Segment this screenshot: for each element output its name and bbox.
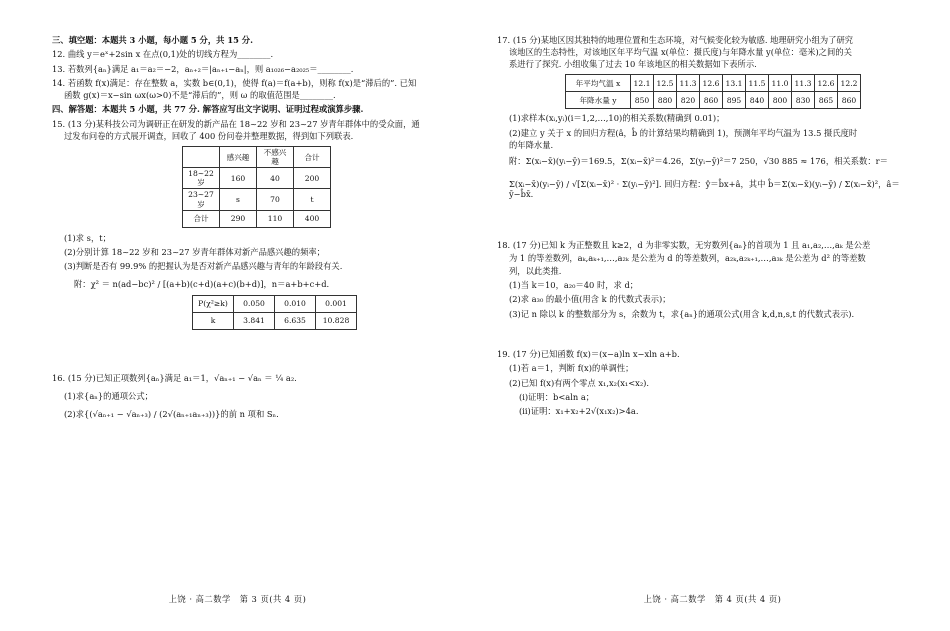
table-cell: 12.6 <box>700 75 723 92</box>
question-18-part1: (1)当 k＝10，a₂₀＝40 时，求 d； <box>509 280 639 290</box>
table-cell: 200 <box>294 168 331 189</box>
table-cell: 不感兴趣 <box>257 146 294 167</box>
table-cell: 12.5 <box>654 75 677 92</box>
table-cell: P(χ²≥k) <box>193 295 234 312</box>
table-cell: 880 <box>654 92 677 109</box>
table-row <box>183 168 331 189</box>
question-17-note-line2: Σ(xᵢ−x̄)(yᵢ−ȳ) / √[Σ(xᵢ−x̄)² · Σ(yᵢ−ȳ)²]. 回归方程：ŷ＝b̂x+â，其中 b̂＝Σ(xᵢ−x̄)(yᵢ−ȳ) / Σ(xᵢ−x̄)²，â＝ȳ−b̂x̄. <box>509 179 900 200</box>
question-18-part2: (2)求 a₃₀ 的最小值(用含 k 的代数式表示)； <box>509 294 671 305</box>
question-17-part2-line2: 的年降水量. <box>509 139 554 150</box>
table-cell: 850 <box>631 92 654 109</box>
table-cell: 860 <box>838 92 861 109</box>
question-16-part1: (1)求{aₙ}的通项公式； <box>64 390 153 401</box>
question-19-sub1: (i)证明：b<aln a； <box>519 392 595 403</box>
table-cell: 11.5 <box>746 75 769 92</box>
page-footer: 上饶 · 高二数学 第 4 页(共 4 页) <box>643 594 782 604</box>
table-cell: 895 <box>723 92 746 109</box>
table-cell: 11.0 <box>769 75 792 92</box>
question-15-part3: (3)判断是否有 99.9% 的把握认为是否对新产品感兴趣与青年的年龄段有关. <box>64 261 343 272</box>
temperature-rainfall-table <box>565 74 861 109</box>
question-14-line1: 14. 若函数 f(x)满足：存在整数 a，实数 b∈(0,1)，使得 f(a)＝f(a+b)，则称 f(x)是“滞后的”. 已知 <box>52 78 417 89</box>
table-cell: 12.1 <box>631 75 654 92</box>
table-cell: 10.828 <box>316 312 357 329</box>
table-cell: 12.2 <box>838 75 861 92</box>
critical-value-table <box>192 295 357 330</box>
table-cell: 0.001 <box>316 295 357 312</box>
table-cell: 0.010 <box>275 295 316 312</box>
question-15-line1: 15. (13 分)某科技公司为调研正在研发的新产品在 18~22 岁和 23~27 岁青年群体中的受众面，通 <box>52 118 420 129</box>
question-19-sub2: (ii)证明：x₁+x₂+2√(x₁x₂)>4a. <box>519 406 639 417</box>
table-cell: t <box>294 189 331 210</box>
table-cell: 865 <box>815 92 838 109</box>
table-cell: 290 <box>220 210 257 227</box>
table-cell: 110 <box>257 210 294 227</box>
table-row <box>183 210 331 227</box>
question-17-line2: 该地区的生态特性，对该地区年平均气温 x(单位：摄氏度)与年降水量 y(单位：毫米)之间的关 <box>509 46 852 57</box>
table-cell: 11.3 <box>677 75 700 92</box>
question-13: 13. 若数列{aₙ}满足 a₁＝a₂＝−2，aₙ₊₂＝|aₙ₊₁−aₙ|，则 a₁₀₂₆−a₂₀₂₅＝________. <box>52 63 354 74</box>
left-column <box>52 36 452 424</box>
table-cell: k <box>193 312 234 329</box>
table-cell: 11.3 <box>792 75 815 92</box>
question-19-line1: 19. (17 分)已知函数 f(x)＝(x−a)ln x−xln a+b. <box>497 349 680 360</box>
table-row <box>193 312 357 329</box>
table-row-y <box>566 92 861 109</box>
table-cell <box>183 146 220 167</box>
right-page <box>475 0 950 631</box>
table-cell: 160 <box>220 168 257 189</box>
table-cell: 18~22 岁 <box>183 168 220 189</box>
page-footer: 上饶 · 高二数学 第 3 页(共 4 页) <box>168 594 307 604</box>
question-15-formula: 附：χ² ＝ n(ad−bc)² / [(a+b)(c+d)(a+c)(b+d)]，n＝a+b+c+d. <box>74 279 330 290</box>
section4-header: 四、解答题：本题共 5 小题，共 77 分. 解答应写出文字说明、证明过程或演算步骤. <box>52 104 364 115</box>
table-row <box>183 189 331 210</box>
table-cell: 3.841 <box>234 312 275 329</box>
table-cell: 0.050 <box>234 295 275 312</box>
question-12: 12. 曲线 y＝eˣ+2sin x 在点(0,1)处的切线方程为________. <box>52 49 274 60</box>
table-cell: 12.6 <box>815 75 838 92</box>
table-cell: 感兴趣 <box>220 146 257 167</box>
question-19-part2: (2)已知 f(x)有两个零点 x₁,x₂(x₁<x₂). <box>509 377 650 388</box>
question-15-line2: 过发布问卷的方式展开调查，回收了 400 份问卷并整理数据，得到如下列联表. <box>64 130 354 141</box>
question-17-line3: 系进行了探究. 小组收集了过去 10 年该地区的相关数据如下表所示. <box>509 58 757 69</box>
table-cell: 800 <box>769 92 792 109</box>
question-15-part1: (1)求 s，t； <box>64 232 111 243</box>
table-cell: 年降水量 y <box>566 92 631 109</box>
question-19-part1: (1)若 a＝1，判断 f(x)的单调性； <box>509 363 634 374</box>
table-cell: 40 <box>257 168 294 189</box>
question-17-note-line1: 附：Σ(xᵢ−x̄)(yᵢ−ȳ)＝169.5，Σ(xᵢ−x̄)²＝4.26，Σ(yᵢ−ȳ)²＝7 250，√30 885 ≈ 176，相关系数：r＝ <box>509 155 888 166</box>
question-18-line3: 列，以此类推. <box>509 265 562 276</box>
section3-header: 三、填空题：本题共 3 小题，每小题 5 分，共 15 分. <box>52 35 253 45</box>
table-cell: 70 <box>257 189 294 210</box>
table-cell: 400 <box>294 210 331 227</box>
table-cell: 820 <box>677 92 700 109</box>
question-17-part2-line1: (2)建立 y 关于 x 的回归方程(â，b̂ 的计算结果均精确到 1)，预测年平均气温为 13.5 摄氏度时 <box>509 127 858 138</box>
question-17-line1: 17. (15 分)某地区因其独特的地理位置和生态环境，对气候变化较为敏感. 地理研究小组为了研究 <box>497 35 854 45</box>
table-cell: 年平均气温 x <box>566 75 631 92</box>
table-cell: 6.635 <box>275 312 316 329</box>
question-18-line2: 为 1 的等差数列，aₖ,aₖ₊₁,…,a₂ₖ 是公差为 d 的等差数列，a₂ₖ,a₂ₖ₊₁,…,a₃ₖ 是公差为 d² 的等差数 <box>509 252 866 263</box>
question-18-part3: (3)记 n 除以 k 的整数部分为 s，余数为 t，求{aₙ}的通项公式(用含 k,d,n,s,t 的代数式表示). <box>509 308 855 319</box>
question-17-part1: (1)求样本(xᵢ,yᵢ)(i＝1,2,…,10)的相关系数(精确到 0.01)； <box>509 113 725 124</box>
right-column <box>497 36 902 422</box>
table-cell: 860 <box>700 92 723 109</box>
question-16-line1: 16. (15 分)已知正项数列{aₙ}满足 a₁＝1，√aₙ₊₁ − √aₙ ＝ ¼ a₂. <box>52 372 297 383</box>
table-cell: 23~27 岁 <box>183 189 220 210</box>
table-cell: 840 <box>746 92 769 109</box>
table-cell: 13.1 <box>723 75 746 92</box>
contingency-table <box>182 146 331 228</box>
table-row-x <box>566 75 861 92</box>
table-header-row <box>183 146 331 167</box>
question-16-part2: (2)求{(√aₙ₊₁ − √aₙ₊₃) / (2√(aₙ₊₁aₙ₊₃))}的前 n 项和 Sₙ. <box>64 408 279 419</box>
table-cell: 合计 <box>183 210 220 227</box>
table-cell: 830 <box>792 92 815 109</box>
question-14-line2: 函数 g(x)＝x−sin ωx(ω>0)不是“滞后的”，则 ω 的取值范围是________. <box>64 89 336 100</box>
table-cell: s <box>220 189 257 210</box>
table-header-row <box>193 295 357 312</box>
table-cell: 合计 <box>294 146 331 167</box>
question-15-part2: (2)分别计算 18~22 岁和 23~27 岁青年群体对新产品感兴趣的频率； <box>64 246 325 257</box>
question-18-line1: 18. (17 分)已知 k 为正整数且 k≥2，d 为非零实数，无穷数列{aₙ}的首项为 1 且 a₁,a₂,…,aₖ 是公差 <box>497 239 871 250</box>
